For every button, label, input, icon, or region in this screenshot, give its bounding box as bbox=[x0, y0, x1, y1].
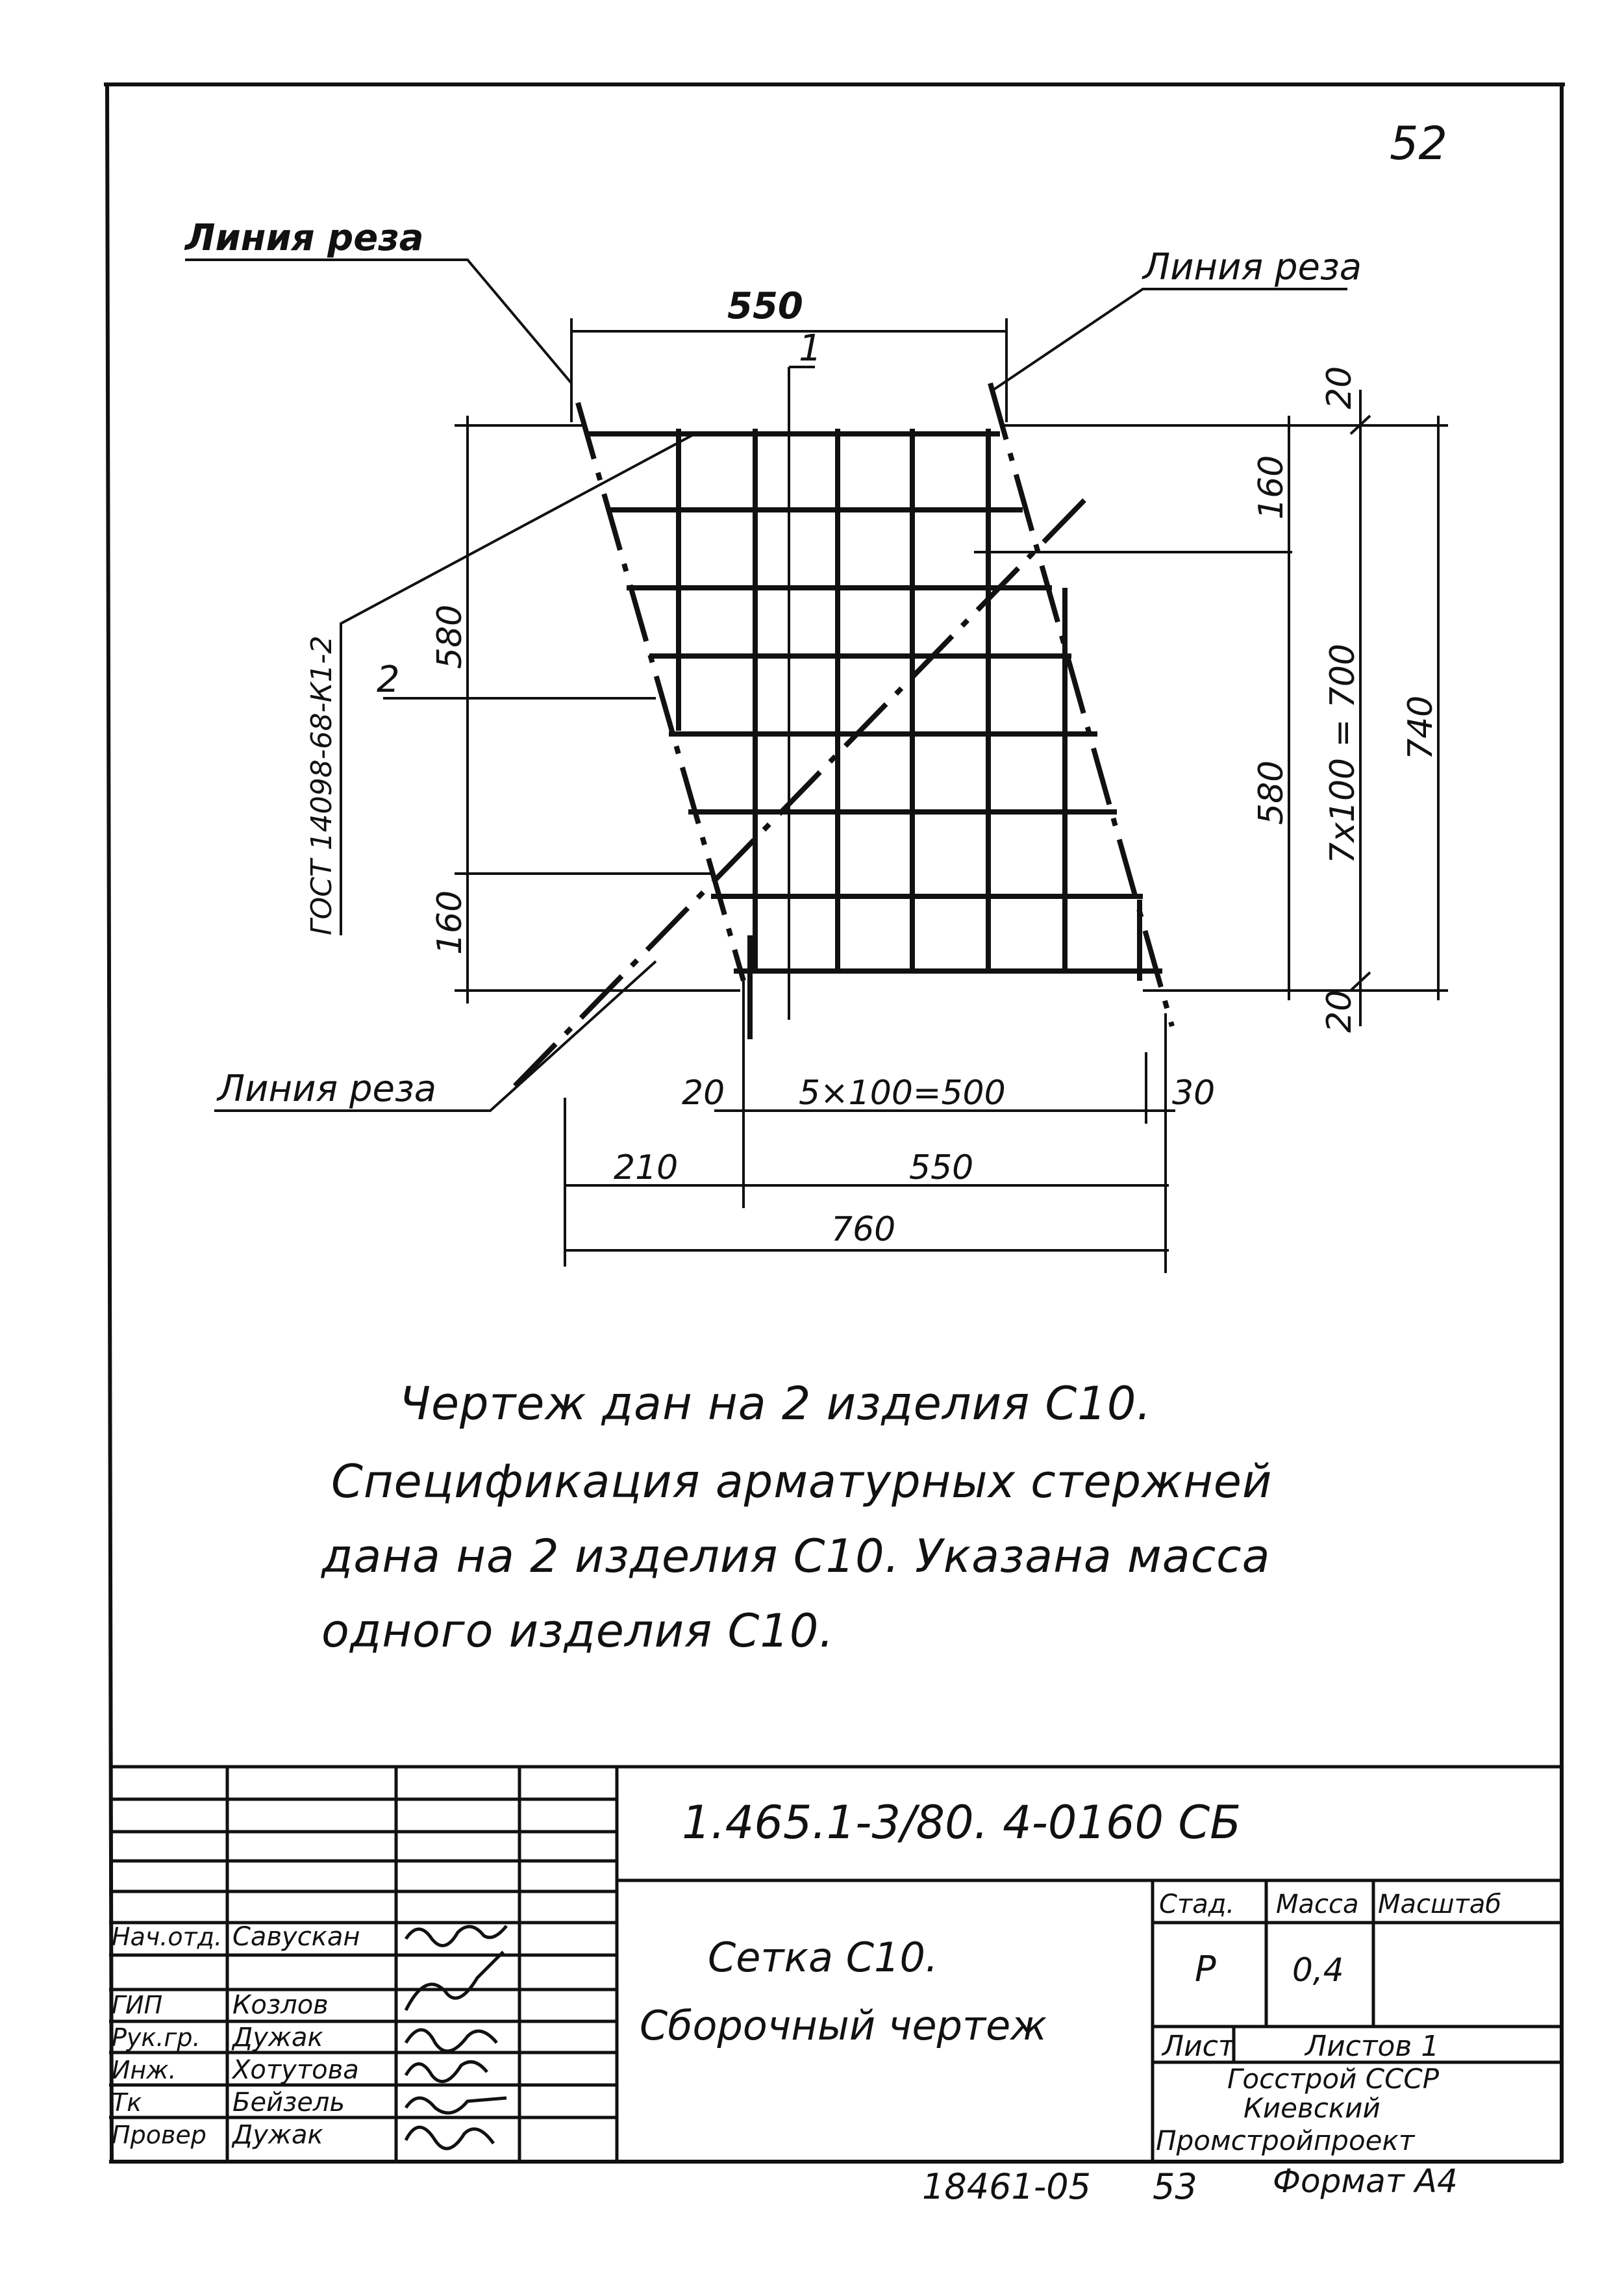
note-line-3: дана на 2 изделия С10. Указана масса bbox=[321, 1530, 1271, 1583]
stage-value: Р bbox=[1195, 1949, 1216, 1990]
dim-bottom-30: 30 bbox=[1172, 1074, 1216, 1113]
item-name-line2: Сборочный чертеж bbox=[640, 2002, 1047, 2049]
dim-top-550: 550 bbox=[727, 285, 803, 327]
dim-left-580: 580 bbox=[431, 604, 469, 669]
scale-header: Масштаб bbox=[1378, 1889, 1502, 1919]
dim-right-bottom-20: 20 bbox=[1320, 989, 1359, 1033]
page-number: 52 bbox=[1390, 117, 1448, 170]
org-line2: Киевский bbox=[1243, 2092, 1380, 2124]
doc-code: 1.465.1-3/80. 4-0160 СБ bbox=[682, 1796, 1242, 1849]
dim-bottom-pitch-500: 5×100=500 bbox=[799, 1074, 1006, 1113]
bottom-sheet: 53 bbox=[1153, 2166, 1197, 2207]
cut-line-label-top-right: Линия реза bbox=[1143, 246, 1362, 288]
org-line1: Госстрой СССР bbox=[1227, 2063, 1440, 2095]
dim-right-top-20: 20 bbox=[1320, 366, 1359, 409]
gost-label: ГОСТ 14098-68-К1-2 bbox=[305, 635, 338, 935]
name-4: Бейзель bbox=[232, 2088, 345, 2117]
role-1: ГИП bbox=[112, 1991, 163, 2019]
dim-bottom-760: 760 bbox=[831, 1210, 896, 1249]
mass-header: Масса bbox=[1276, 1889, 1359, 1919]
note-line-2: Спецификация арматурных стержней bbox=[331, 1455, 1273, 1508]
role-3: Инж. bbox=[112, 2056, 177, 2084]
bottom-code: 18461-05 bbox=[922, 2166, 1091, 2207]
name-1: Козлов bbox=[232, 1990, 329, 2020]
role-5: Провер bbox=[112, 2121, 206, 2149]
format-label: Формат А4 bbox=[1273, 2162, 1458, 2200]
dim-bottom-550: 550 bbox=[909, 1148, 974, 1187]
section-marker bbox=[789, 367, 815, 1020]
dim-right-pitch-700: 7x100 = 700 bbox=[1323, 644, 1362, 864]
sheet-label: Лист bbox=[1162, 2030, 1235, 2063]
name-0: Савускан bbox=[232, 1922, 360, 1952]
sheets-label: Листов 1 bbox=[1305, 2030, 1440, 2063]
position-2-label: 2 bbox=[377, 659, 400, 701]
role-0: Нач.отд. bbox=[112, 1923, 223, 1951]
dim-right-160: 160 bbox=[1252, 455, 1291, 520]
org-line3: Промстройпроект bbox=[1156, 2125, 1415, 2156]
signatures bbox=[406, 1926, 506, 2149]
role-4: Тк bbox=[112, 2088, 142, 2117]
dim-bottom-20: 20 bbox=[682, 1074, 725, 1113]
cut-lines bbox=[510, 383, 1172, 1091]
position-1-label: 1 bbox=[799, 327, 822, 370]
name-5: Дужак bbox=[232, 2120, 323, 2150]
cut-line-label-bottom: Линия реза bbox=[218, 1068, 437, 1110]
dim-bottom-210: 210 bbox=[614, 1148, 679, 1187]
item-name-line1: Сетка С10. bbox=[708, 1934, 938, 1981]
dim-right-total-740: 740 bbox=[1401, 695, 1440, 760]
mass-value: 0,4 bbox=[1292, 1951, 1344, 1989]
role-2: Рук.гр. bbox=[112, 2023, 201, 2052]
dim-right-580: 580 bbox=[1252, 760, 1291, 825]
name-3: Хотутова bbox=[232, 2055, 359, 2085]
note-line-1: Чертеж дан на 2 изделия С10. bbox=[399, 1377, 1152, 1430]
name-2: Дужак bbox=[232, 2023, 323, 2053]
cut-line-label-top-left: Линия реза bbox=[185, 217, 424, 259]
mesh-horizontal-bars bbox=[588, 434, 1162, 971]
dim-left-160: 160 bbox=[431, 890, 469, 955]
stage-header: Стад. bbox=[1159, 1889, 1235, 1919]
note-line-4: одного изделия С10. bbox=[321, 1604, 834, 1658]
